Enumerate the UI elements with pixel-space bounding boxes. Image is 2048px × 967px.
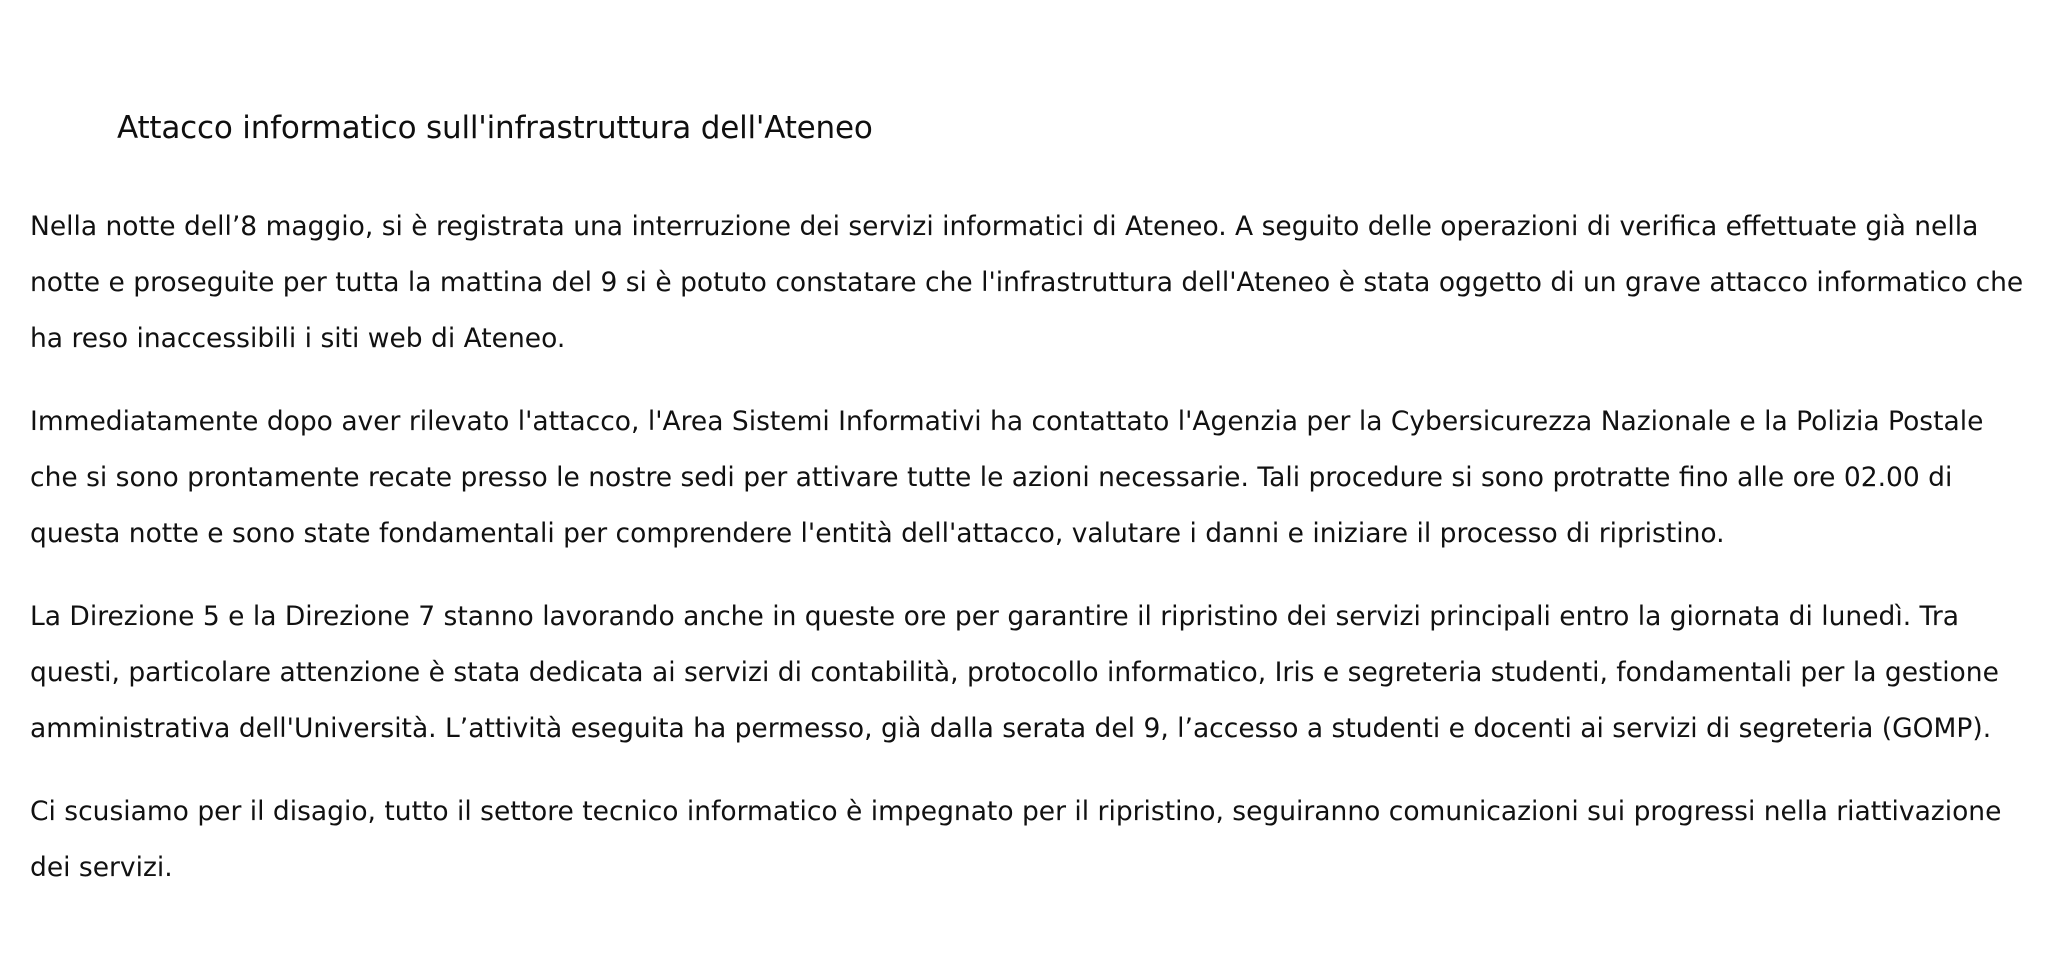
article-paragraph-2: Immediatamente dopo aver rilevato l'attacco, l'Area Sistemi Informativi ha contattato l'Agenzia per la Cybersicurezza Nazionale e la Polizia Postale che si sono prontamente recate presso le nostre sedi per attivare tutte le azioni necessarie. Tali procedure si sono protratte fino alle ore 02.00 di questa notte e sono state fondamentali per comprendere l'entità dell'attacco, valutare i danni e iniziare il processo di ripristino. xyxy=(30,406,1984,549)
article-body xyxy=(30,199,2025,923)
article-title: Attacco informatico sull'infrastruttura dell'Ateneo xyxy=(117,110,873,146)
article-paragraph-4: Ci scusiamo per il disagio, tutto il settore tecnico informatico è impegnato per il ripristino, seguiranno comunicazioni sui progressi nella riattivazione dei servizi. xyxy=(30,796,2002,883)
article-paragraph-3: La Direzione 5 e la Direzione 7 stanno lavorando anche in queste ore per garantire il ripristino dei servizi principali entro la giornata di lunedì. Tra questi, particolare attenzione è stata dedicata ai servizi di contabilità, protocollo informatico, Iris e segreteria studenti, fondamentali per la gestione amministrativa dell'Università. L’attività eseguita ha permesso, già dalla serata del 9, l’accesso a studenti e docenti ai servizi di segreteria (GOMP). xyxy=(30,601,1999,744)
article-paragraph-1: Nella notte dell’8 maggio, si è registrata una interruzione dei servizi informatici di Ateneo. A seguito delle operazioni di verifica effettuate già nella notte e proseguite per tutta la mattina del 9 si è potuto constatare che l'infrastruttura dell'Ateneo è stata oggetto di un grave attacco informatico che ha reso inaccessibili i siti web di Ateneo. xyxy=(30,211,2024,354)
